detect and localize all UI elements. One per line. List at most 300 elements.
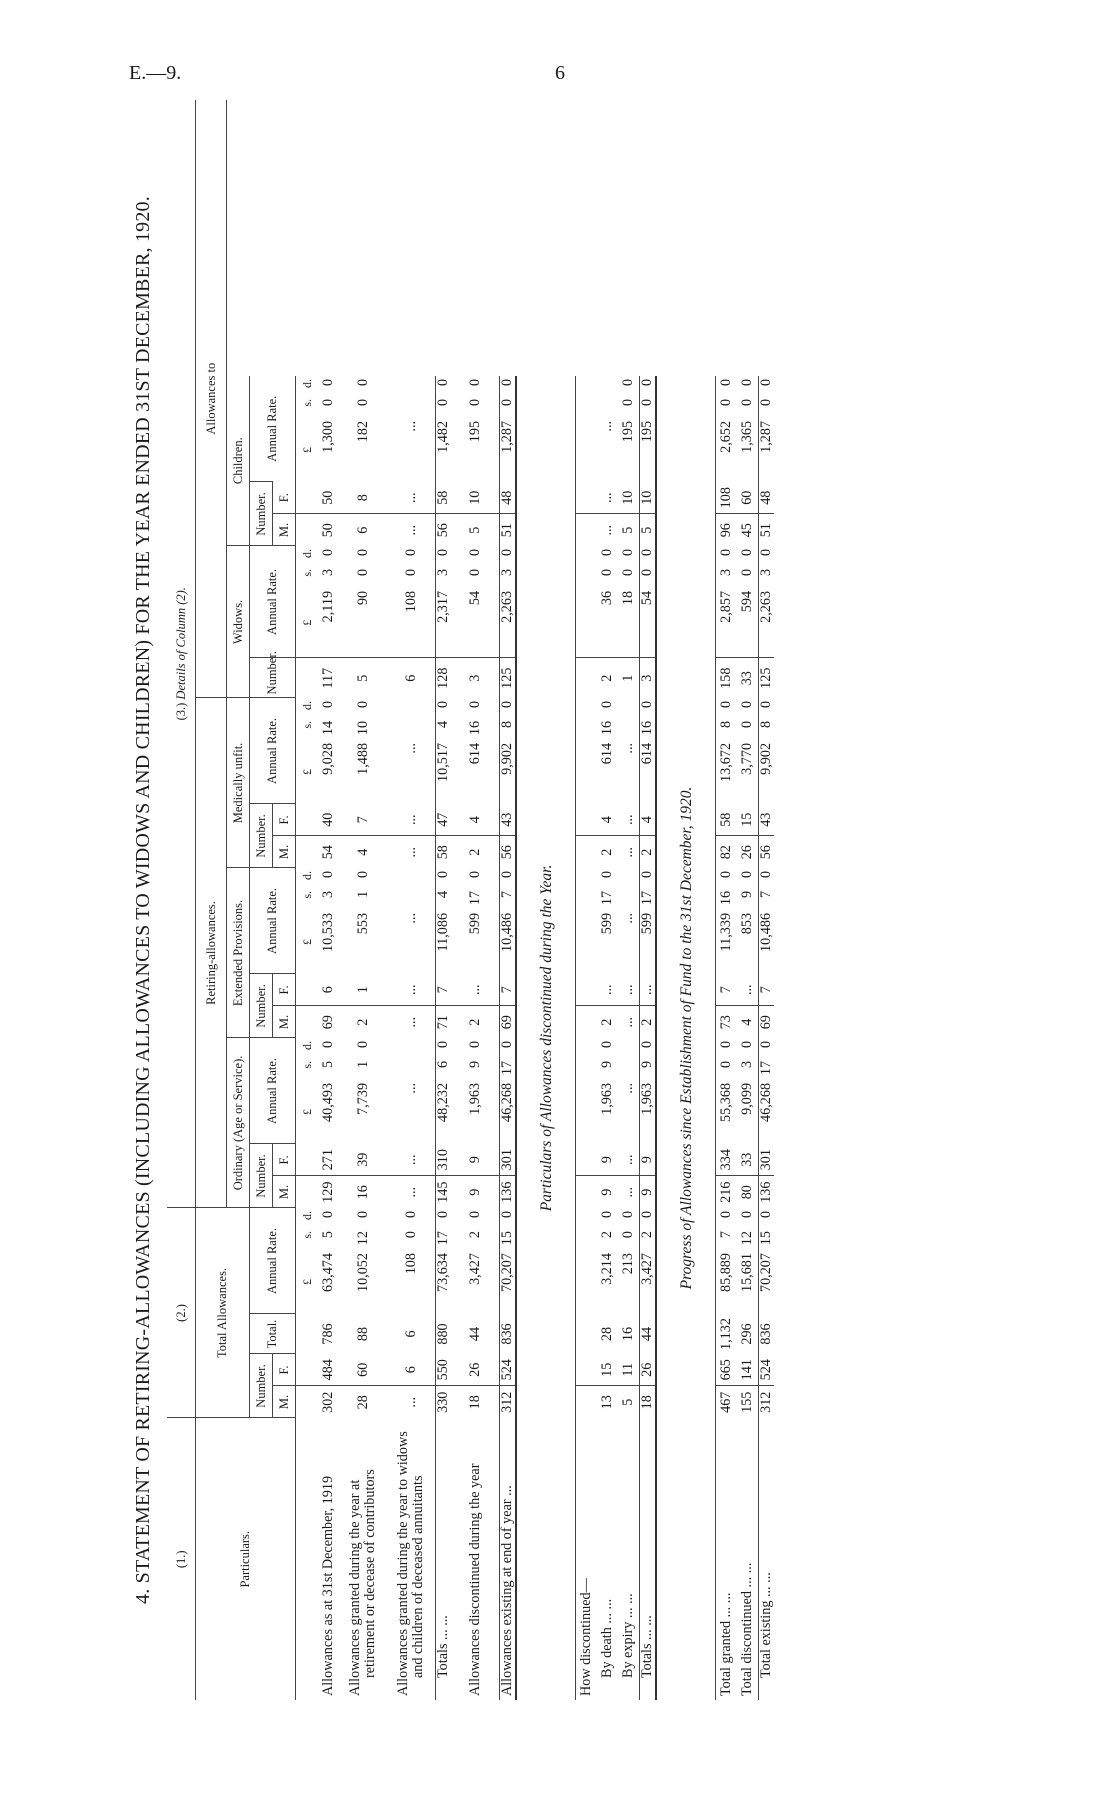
widows-header: Widows. bbox=[227, 546, 250, 698]
table-cell: 44 bbox=[466, 1326, 483, 1342]
table-cell: 6 bbox=[402, 1330, 419, 1338]
table-cell: 54 bbox=[466, 590, 483, 606]
table-row bbox=[737, 100, 759, 1700]
table-row bbox=[451, 100, 500, 1700]
table-cell: 1,287 bbox=[759, 418, 775, 482]
currency-unit-row bbox=[296, 100, 319, 1700]
table-cell: 853 bbox=[739, 912, 755, 935]
table-cell bbox=[618, 1038, 640, 1058]
table-cell: 0 bbox=[500, 698, 517, 718]
table-cell: 0 bbox=[739, 1210, 755, 1219]
annual-rate-header: Annual Rate. bbox=[250, 1208, 296, 1314]
number-header: Number. bbox=[250, 658, 296, 698]
currency-unit: s. bbox=[299, 568, 314, 577]
table-cell: 12 bbox=[354, 1231, 371, 1246]
table-cell: 0 bbox=[640, 1038, 657, 1058]
table-cell: 0 bbox=[466, 700, 483, 709]
table-cell: 17 bbox=[436, 1228, 452, 1250]
table-cell: ... bbox=[618, 836, 640, 868]
discontinued-section-row bbox=[516, 100, 576, 1700]
table-cell: 60 bbox=[739, 490, 755, 505]
table-cell: 0 bbox=[640, 1208, 657, 1228]
table-cell: 5 bbox=[451, 514, 500, 546]
table-cell: ... bbox=[387, 1386, 436, 1418]
table-cell: 26 bbox=[640, 1354, 657, 1386]
table-cell bbox=[618, 698, 640, 718]
table-cell: 195 bbox=[620, 420, 636, 443]
number-header: Number. bbox=[250, 482, 273, 546]
table-row bbox=[318, 100, 339, 1700]
table-row bbox=[576, 100, 598, 1700]
table-cell: 614 bbox=[599, 742, 615, 765]
female-header: F. bbox=[273, 1144, 296, 1176]
table-cell: 0 bbox=[402, 1210, 419, 1219]
table-cell: 0 bbox=[739, 568, 755, 577]
progress-section-heading: Progress of Allowances since Establishment of Fund to the 31st December, 1920. bbox=[656, 376, 716, 1700]
table-cell: 0 bbox=[402, 548, 419, 557]
table-cell: 0 bbox=[436, 396, 452, 418]
table-cell: 16 bbox=[640, 718, 657, 740]
table-cell: ... bbox=[387, 514, 436, 546]
table-cell: 9 bbox=[739, 890, 755, 899]
table-cell: ... bbox=[402, 742, 419, 754]
table-cell: 0 bbox=[739, 700, 755, 709]
table-cell: ... bbox=[620, 984, 636, 996]
table-cell: ... bbox=[620, 814, 636, 826]
table-cell: 6 bbox=[320, 986, 336, 994]
table-cell: 16 bbox=[599, 720, 615, 736]
male-header: M. bbox=[273, 514, 296, 546]
table-cell: 46,268 bbox=[759, 1080, 775, 1144]
table-cell: 48,232 bbox=[436, 1080, 452, 1144]
table-cell: 9 bbox=[466, 1156, 483, 1164]
table-cell: 0 bbox=[718, 700, 734, 709]
table-cell: 4 bbox=[737, 1006, 759, 1038]
table-cell: 0 bbox=[320, 548, 336, 557]
table-cell bbox=[387, 698, 436, 718]
table-cell: 0 bbox=[759, 376, 775, 396]
currency-unit: £ bbox=[299, 1108, 314, 1115]
table-cell: 0 bbox=[466, 870, 483, 879]
table-cell: 0 bbox=[466, 548, 483, 557]
table-cell: 524 bbox=[759, 1354, 775, 1386]
table-cell: 0 bbox=[718, 1060, 734, 1069]
table-cell: 0 bbox=[759, 1038, 775, 1058]
table-cell bbox=[618, 718, 640, 740]
table-cell: 0 bbox=[402, 1231, 419, 1239]
table-cell: 599 bbox=[599, 912, 615, 935]
table-cell: 16 bbox=[466, 720, 483, 736]
currency-unit: s. bbox=[299, 398, 314, 407]
table-cell: ... bbox=[402, 1082, 419, 1094]
table-cell: 5 bbox=[320, 1231, 336, 1239]
table-cell: 4 bbox=[599, 816, 615, 824]
table-cell: 9,028 bbox=[320, 742, 336, 775]
table-cell: 0 bbox=[436, 1038, 452, 1058]
table-cell: 2 bbox=[466, 1231, 483, 1239]
table-cell: 0 bbox=[466, 1040, 483, 1049]
table-cell: 136 bbox=[500, 1176, 517, 1208]
table-cell: 15 bbox=[739, 812, 755, 827]
table-cell: ... bbox=[620, 742, 636, 754]
progress-section-row bbox=[656, 100, 716, 1700]
table-cell: 73 bbox=[716, 1006, 738, 1038]
table-cell: 524 bbox=[500, 1354, 517, 1386]
table-cell: 0 bbox=[354, 870, 371, 879]
table-cell: 0 bbox=[640, 546, 657, 566]
table-cell: 0 bbox=[354, 1210, 371, 1219]
currency-unit: d. bbox=[299, 1040, 314, 1050]
table-cell: 13,672 bbox=[718, 742, 734, 782]
table-cell: 1,963 bbox=[466, 1082, 483, 1115]
table-cell: 1,488 bbox=[354, 742, 371, 775]
table-cell: 334 bbox=[718, 1149, 734, 1171]
table-cell: 17 bbox=[599, 890, 615, 906]
table-cell: 7 bbox=[718, 1231, 734, 1239]
table-cell: 3 bbox=[739, 1060, 755, 1069]
table-cell: 11 bbox=[620, 1362, 636, 1377]
row-label: Allowances as at 31st December, 1919 bbox=[320, 1475, 336, 1696]
table-cell: 10 bbox=[620, 490, 636, 505]
table-cell: 3 bbox=[320, 568, 336, 577]
table-cell: 155 bbox=[737, 1386, 759, 1418]
table-cell: 0 bbox=[500, 546, 517, 566]
table-cell: 7 bbox=[500, 974, 517, 1006]
table-cell bbox=[387, 396, 436, 418]
table-cell: 7,739 bbox=[354, 1082, 371, 1115]
currency-unit: s. bbox=[299, 1231, 314, 1239]
table-cell: 1,365 bbox=[739, 420, 755, 453]
table-cell: 0 bbox=[718, 1210, 734, 1219]
table-cell: 0 bbox=[466, 1210, 483, 1219]
table-cell: 145 bbox=[436, 1176, 452, 1208]
table-row bbox=[500, 100, 517, 1700]
table-cell: 9 bbox=[640, 1176, 657, 1208]
table-cell: 2,119 bbox=[320, 590, 336, 623]
table-cell bbox=[597, 396, 618, 418]
rotated-statement bbox=[125, 100, 945, 1700]
table-cell: 2,263 bbox=[759, 588, 775, 658]
table-cell: 50 bbox=[320, 490, 336, 505]
table-cell: 9,099 bbox=[739, 1082, 755, 1115]
table-cell: 836 bbox=[759, 1314, 775, 1354]
total-allowances-header: Total Allowances. bbox=[196, 1208, 250, 1418]
table-cell: 550 bbox=[436, 1354, 452, 1386]
table-cell: 1,963 bbox=[599, 1082, 615, 1115]
table-cell: 141 bbox=[739, 1359, 755, 1381]
number-header: Number. bbox=[250, 804, 273, 868]
table-cell: 0 bbox=[466, 378, 483, 387]
table-cell: 26 bbox=[737, 836, 759, 868]
table-cell bbox=[387, 1058, 436, 1080]
table-cell bbox=[618, 1058, 640, 1080]
currency-unit: s. bbox=[299, 720, 314, 729]
table-cell: 56 bbox=[759, 836, 775, 868]
number-header: Number. bbox=[250, 974, 273, 1038]
table-cell: 330 bbox=[436, 1386, 452, 1418]
table-cell: 15 bbox=[500, 1228, 517, 1250]
row-label: Allowances granted during the year at retirement or decease of contributors bbox=[347, 1469, 378, 1696]
table-cell: 0 bbox=[640, 566, 657, 588]
table-cell: 0 bbox=[500, 868, 517, 888]
table-cell bbox=[618, 868, 640, 888]
table-cell: 301 bbox=[759, 1144, 775, 1176]
table-cell: 3 bbox=[451, 658, 500, 698]
table-row bbox=[339, 100, 387, 1700]
table-cell: 10,533 bbox=[320, 912, 336, 952]
table-cell: ... bbox=[739, 984, 755, 996]
table-cell: ... bbox=[402, 984, 419, 996]
table-cell: 9 bbox=[640, 1058, 657, 1080]
table-cell: 0 bbox=[320, 870, 336, 879]
table-cell: 108 bbox=[402, 1253, 419, 1275]
table-cell: 56 bbox=[436, 514, 452, 546]
table-row bbox=[597, 100, 618, 1700]
table-cell: 0 bbox=[759, 1208, 775, 1228]
table-cell: 13 bbox=[597, 1386, 618, 1418]
row-label: How discontinued— bbox=[578, 1578, 594, 1696]
table-cell: 4 bbox=[466, 816, 483, 824]
table-cell: 2,857 bbox=[718, 590, 734, 623]
table-cell: 0 bbox=[759, 546, 775, 566]
extended-header: Extended Provisions. bbox=[227, 868, 250, 1038]
table-cell: 108 bbox=[402, 590, 419, 613]
table-cell: ... bbox=[387, 836, 436, 868]
male-header: M. bbox=[273, 1176, 296, 1208]
table-cell: ... bbox=[402, 814, 419, 826]
table-cell: 11,339 bbox=[718, 912, 734, 952]
children-header: Children. bbox=[227, 376, 250, 546]
table-cell: 0 bbox=[599, 700, 615, 709]
table-cell: 2 bbox=[640, 836, 657, 868]
row-label: Allowances existing at end of year ... bbox=[500, 1418, 517, 1700]
table-cell: 302 bbox=[318, 1386, 339, 1418]
row-label: Totals ... ... bbox=[436, 1418, 452, 1700]
table-cell: ... bbox=[620, 1154, 636, 1166]
table-cell: 10 bbox=[640, 482, 657, 514]
table-cell: 10,486 bbox=[500, 910, 517, 974]
table-cell: 9,902 bbox=[500, 740, 517, 804]
annual-rate-header: Annual Rate. bbox=[250, 698, 296, 804]
table-cell: 182 bbox=[354, 420, 371, 443]
table-cell: 312 bbox=[759, 1386, 775, 1418]
table-cell: 0 bbox=[599, 870, 615, 879]
table-cell: 2 bbox=[597, 1006, 618, 1038]
table-cell: 614 bbox=[466, 742, 483, 765]
table-cell: 8 bbox=[500, 718, 517, 740]
table-cell: 0 bbox=[759, 396, 775, 418]
col3-subtitle: Details of Column (2). bbox=[173, 587, 188, 700]
table-cell: ... bbox=[402, 420, 419, 432]
table-cell: 85,889 bbox=[718, 1253, 734, 1293]
table-cell: 16 bbox=[718, 890, 734, 906]
currency-unit: £ bbox=[299, 619, 314, 626]
table-cell: 10,486 bbox=[759, 910, 775, 974]
table-cell: 599 bbox=[640, 910, 657, 974]
retiring-allowances-header: Retiring-allowances. bbox=[196, 698, 227, 1208]
table-cell: 5 bbox=[640, 514, 657, 546]
table-cell: 3,427 bbox=[466, 1253, 483, 1285]
table-cell: 18 bbox=[620, 590, 636, 606]
row-label: Total existing ... ... bbox=[759, 1418, 775, 1700]
table-cell: 39 bbox=[354, 1152, 371, 1167]
currency-unit: £ bbox=[299, 938, 314, 945]
table-cell: 614 bbox=[640, 740, 657, 804]
table-cell: 69 bbox=[318, 1006, 339, 1038]
table-cell bbox=[387, 888, 436, 910]
table-cell: 136 bbox=[759, 1176, 775, 1208]
row-label: Total granted ... ... bbox=[718, 1592, 734, 1696]
table-cell: 117 bbox=[318, 658, 339, 698]
table-cell: 0 bbox=[500, 376, 517, 396]
table-cell: 1,287 bbox=[500, 418, 517, 482]
table-cell: 9 bbox=[599, 1060, 615, 1069]
table-cell: 0 bbox=[320, 1040, 336, 1049]
table-cell: 0 bbox=[739, 548, 755, 557]
row-label: Allowances granted during the year to widows and children of deceased annuitants bbox=[395, 1431, 426, 1696]
table-cell: 0 bbox=[320, 378, 336, 387]
table-cell: 15 bbox=[599, 1362, 615, 1377]
currency-unit: d. bbox=[299, 378, 314, 388]
ordinary-header: Ordinary (Age or Service). bbox=[227, 1038, 250, 1208]
table-cell: 216 bbox=[716, 1176, 738, 1208]
table-cell: 0 bbox=[500, 1208, 517, 1228]
table-cell: 0 bbox=[739, 720, 755, 729]
table-cell: 48 bbox=[759, 482, 775, 514]
row-label: Totals ... ... bbox=[640, 1418, 657, 1700]
table-row bbox=[618, 100, 640, 1700]
table-cell: 55,368 bbox=[718, 1082, 734, 1122]
table-cell: 0 bbox=[500, 1038, 517, 1058]
table-cell: 16 bbox=[339, 1176, 387, 1208]
table-cell: 195 bbox=[466, 420, 483, 443]
table-cell: 10,517 bbox=[436, 740, 452, 804]
table-cell: 18 bbox=[640, 1386, 657, 1418]
table-cell: 33 bbox=[739, 1152, 755, 1167]
table-cell: 125 bbox=[500, 658, 517, 698]
table-cell: 1,482 bbox=[436, 418, 452, 482]
page-reference: E.—9. bbox=[129, 62, 182, 84]
table-cell bbox=[387, 376, 436, 396]
table-cell: 69 bbox=[759, 1006, 775, 1038]
table-cell: ... bbox=[599, 984, 615, 996]
table-cell: 0 bbox=[620, 568, 636, 577]
table-cell: 0 bbox=[320, 398, 336, 407]
table-cell: 2 bbox=[451, 836, 500, 868]
table-cell: 129 bbox=[318, 1176, 339, 1208]
table-cell: 80 bbox=[737, 1176, 759, 1208]
annual-rate-header: Annual Rate. bbox=[250, 546, 296, 658]
table-cell: 5 bbox=[618, 514, 640, 546]
female-header: F. bbox=[273, 482, 296, 514]
table-cell: 1,963 bbox=[640, 1080, 657, 1144]
table-cell: 2 bbox=[339, 1006, 387, 1038]
male-header: M. bbox=[273, 1386, 296, 1418]
table-cell: 16 bbox=[620, 1326, 636, 1342]
table-cell: 6 bbox=[339, 514, 387, 546]
table-cell: ... bbox=[618, 1006, 640, 1038]
column-number-row bbox=[167, 100, 196, 1700]
table-cell: 665 bbox=[718, 1359, 734, 1381]
table-cell: 594 bbox=[739, 590, 755, 613]
table-cell: 0 bbox=[759, 698, 775, 718]
annual-rate-header: Annual Rate. bbox=[250, 1038, 296, 1144]
table-cell: ... bbox=[387, 1006, 436, 1038]
table-cell: 9 bbox=[466, 1060, 483, 1069]
table-cell: 0 bbox=[320, 1210, 336, 1219]
table-cell: 43 bbox=[759, 804, 775, 836]
row-label: By death ... ... bbox=[599, 1598, 615, 1678]
table-cell: 51 bbox=[759, 514, 775, 546]
table-cell: 10 bbox=[354, 720, 371, 736]
table-cell: 2 bbox=[597, 836, 618, 868]
table-cell: 3 bbox=[640, 658, 657, 698]
table-cell: ... bbox=[620, 1082, 636, 1094]
table-cell: 0 bbox=[718, 378, 734, 387]
table-cell: 7 bbox=[354, 816, 371, 824]
table-cell: 60 bbox=[354, 1362, 371, 1377]
table-cell: 3 bbox=[718, 568, 734, 577]
table-cell: 2,652 bbox=[718, 420, 734, 453]
table-cell: 0 bbox=[500, 396, 517, 418]
table-cell: 312 bbox=[500, 1386, 517, 1418]
female-header: F. bbox=[273, 974, 296, 1006]
table-cell: 880 bbox=[436, 1314, 452, 1354]
table-cell: 599 bbox=[466, 912, 483, 935]
table-cell: ... bbox=[597, 514, 618, 546]
table-cell: 0 bbox=[640, 868, 657, 888]
col3-number: (3.) bbox=[173, 702, 188, 721]
medically-header: Medically unfit. bbox=[227, 698, 250, 868]
table-cell: 0 bbox=[739, 398, 755, 407]
table-cell: 0 bbox=[718, 870, 734, 879]
table-cell: 467 bbox=[716, 1386, 738, 1418]
table-cell: 47 bbox=[436, 804, 452, 836]
table-cell: 0 bbox=[599, 568, 615, 577]
table-cell: 0 bbox=[354, 700, 371, 709]
table-cell: 26 bbox=[466, 1362, 483, 1377]
table-cell: 96 bbox=[716, 514, 738, 546]
table-cell: 10,052 bbox=[354, 1253, 371, 1293]
table-cell: 0 bbox=[640, 376, 657, 396]
table-cell: 63,474 bbox=[320, 1253, 336, 1293]
table-cell: 0 bbox=[640, 396, 657, 418]
table-cell: 0 bbox=[436, 376, 452, 396]
table-cell: 45 bbox=[737, 514, 759, 546]
table-cell: 2 bbox=[597, 658, 618, 698]
table-cell: 0 bbox=[739, 870, 755, 879]
discontinued-section-heading: Particulars of Allowances discontinued during the Year. bbox=[516, 376, 576, 1700]
table-cell: 0 bbox=[599, 1040, 615, 1049]
table-cell: 4 bbox=[436, 888, 452, 910]
table-cell: 3 bbox=[320, 890, 336, 899]
particulars-header: Particulars. bbox=[196, 1418, 296, 1700]
table-cell: 301 bbox=[500, 1144, 517, 1176]
table-cell: 17 bbox=[759, 1058, 775, 1080]
table-cell: 56 bbox=[500, 836, 517, 868]
table-cell: 3,770 bbox=[739, 742, 755, 775]
table-cell: 0 bbox=[354, 568, 371, 577]
table-cell: 1,132 bbox=[718, 1318, 734, 1350]
table-cell: 0 bbox=[759, 868, 775, 888]
table-cell: 0 bbox=[436, 546, 452, 566]
table-cell bbox=[618, 888, 640, 910]
table-cell: ... bbox=[599, 420, 615, 432]
table-cell: 786 bbox=[320, 1323, 336, 1345]
table-cell: 7 bbox=[759, 888, 775, 910]
table-cell: 69 bbox=[500, 1006, 517, 1038]
table-cell: 0 bbox=[354, 548, 371, 557]
